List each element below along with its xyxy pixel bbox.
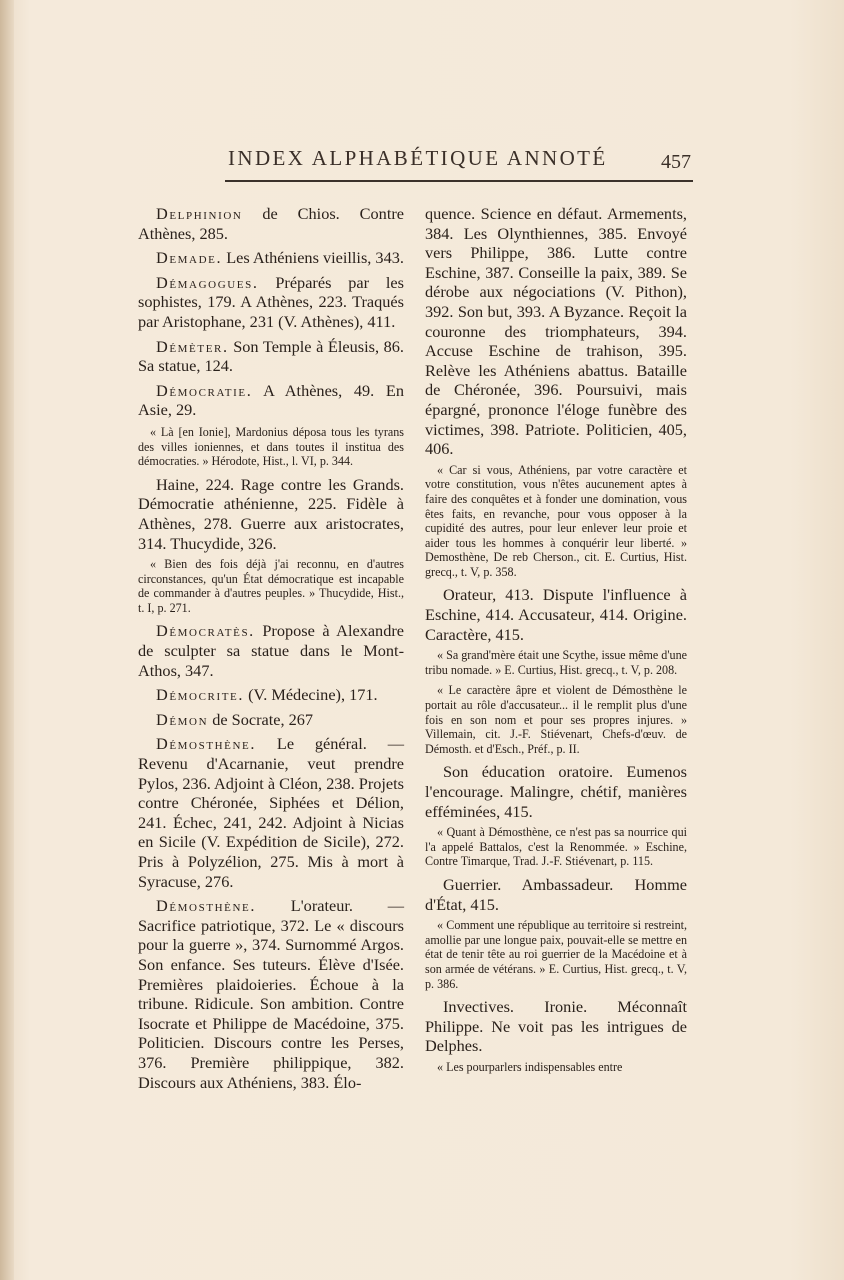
entry-text: Le général. — Revenu d'Acarnanie, veut prendre Pylos, 236. Adjoint à Cléon, 238. Projets contre Chéronée, Siphées et Délion, 241. Échec, 241, 242. Adjoint à Nicias en Sicile (V. Expédition de Sicile), 272. Pris à Polyzélion, 275. Mis à mort à Syracuse, 276. — [138, 734, 404, 891]
quotation: « Là [en Ionie], Mardonius déposa tous les tyrans des villes ioniennes, et dans toutes il institua des démocraties. » Hérodote, Hist., l. VI, p. 344. — [138, 424, 404, 469]
left-column — [138, 204, 404, 1097]
entry-continuation: Orateur, 413. Dispute l'influence à Eschine, 414. Accusateur, 414. Origine. Caractère, 415. — [425, 585, 687, 644]
entry-continuation: Haine, 224. Rage contre les Grands. Démocratie athénienne, 225. Fidèle à Athènes, 278. Guerre aux aristocrates, 314. Thucydide, 326. — [138, 474, 404, 553]
entry-headword: Démon — [156, 709, 209, 729]
right-column — [425, 204, 687, 1081]
entry-headword: Démosthène. — [156, 896, 257, 916]
entry-headword: Démagogues. — [156, 272, 259, 292]
entry-continuation: Guerrier. Ambassadeur. Homme d'État, 415. — [425, 874, 687, 914]
quotation: « Le caractère âpre et violent de Démosthène le portait au rôle d'accusateur... il le remplit plus d'une fois en son nom et pour ses propres injures. » Villemain, cit. J.-F. Stiévenart, Chefs-d'œuv. de Démosth. et d'Esch., Préf., p. II. — [425, 683, 687, 756]
entry-continuation: Son éducation oratoire. Eumenos l'encourage. Malingre, chétif, manières efféminées, 415. — [425, 762, 687, 821]
entry-headword: Démèter. — [156, 336, 229, 356]
entry-headword: Delphinion — [156, 204, 243, 223]
index-entry — [138, 381, 404, 420]
index-entry — [138, 204, 404, 243]
index-entry — [138, 248, 404, 268]
running-head: INDEX ALPHABÉTIQUE ANNOTÉ — [228, 146, 608, 170]
entry-headword: Démosthène. — [156, 734, 257, 754]
entry-text: Son Temple à Éleusis, 86. Sa statue, 124. — [138, 336, 404, 376]
entry-text: de Chios. Contre Athènes, 285. — [138, 204, 404, 243]
entry-headword: Démocratie. — [156, 380, 253, 400]
index-entry — [138, 734, 404, 891]
page-gutter-shadow — [0, 0, 14, 1280]
quotation: « Bien des fois déjà j'ai reconnu, en d'autres circonstances, qu'un État démocratique est incapable de commander à d'autres peuples. » Thucydide, Hist., t. I, p. 271. — [138, 557, 404, 615]
index-entry — [138, 896, 404, 1092]
entry-text: L'orateur. — Sacrifice patriotique, 372. Le « discours pour la guerre », 374. Surnommé Argos. Son enfance. Ses tuteurs. Élève d'Isée. Premières plaidoieries. Échoue à la tribune. Ridicule. Son ambition. Contre Isocrate et Philippe de Macédoine, 375. Politicien. Discours contre les Perses, 376. Première philippique, 382. Discours aux Athéniens, 383. Élo- — [138, 896, 404, 1092]
index-entry — [138, 337, 404, 376]
quotation: « Car si vous, Athéniens, par votre caractère et votre constitution, vous n'êtes aucunement aptes à faire des conquêtes et à fonder une domination, vous êtes faits, en revanche, pour vous opposer à la cupidité des autres, pour leur enlever leur proie et aider tous les hommes à conquérir leur liberté. » Demosthène, De reb Cherson., cit. E. Curtius, Hist. grecq., t. V, p. 358. — [425, 462, 687, 579]
index-entry — [138, 685, 404, 705]
index-entry — [138, 273, 404, 332]
index-entry — [138, 621, 404, 680]
entry-text: Les Athéniens vieillis, 343. — [222, 248, 404, 268]
header-rule — [225, 180, 693, 182]
entry-headword: Demade. — [156, 248, 223, 268]
quotation: « Les pourparlers indispensables entre — [437, 1059, 623, 1074]
entry-text: de Socrate, 267 — [208, 709, 314, 729]
entry-text: A Athènes, 49. En Asie, 29. — [138, 380, 404, 420]
entry-headword: Démocratès. — [156, 621, 255, 641]
entry-text: Propose à Alexandre de sculpter sa statue dans le Mont-Athos, 347. — [138, 621, 404, 680]
page-number: 457 — [661, 151, 691, 173]
quotation: « Sa grand'mère était une Scythe, issue même d'une tribu nomade. » E. Curtius, Hist. grecq., t. V, p. 208. — [425, 648, 687, 677]
entry-text: (V. Médecine), 171. — [244, 685, 378, 705]
index-entry — [138, 710, 404, 730]
entry-text: Préparés par les sophistes, 179. A Athènes, 223. Traqués par Aristophane, 231 (V. Athènes), 411. — [138, 272, 404, 331]
entry-continuation: quence. Science en défaut. Armements, 384. Les Olynthiennes, 385. Envoyé vers Philippe, 386. Lutte contre Eschine, 387. Conseille la paix, 389. Se dérobe aux négociations (V. Pithon), 392. Son but, 393. A Byzance. Reçoit la couronne des triomphateurs, 394. Accuse Eschine de trahison, 395. Relève les Athéniens abattus. Bataille de Chéronée, 396. Poursuivi, mais épargné, prononce l'éloge funèbre des victimes, 398. Patriote. Politicien, 405, 406. — [425, 204, 687, 459]
entry-continuation: Invectives. Ironie. Méconnaît Philippe. Ne voit pas les intrigues de Delphes. — [425, 997, 687, 1056]
quotation: « Comment une république au territoire si restreint, amollie par une longue paix, pouvait-elle se mettre en état de tenir tête au roi guerrier de la Macédoine et à son armée de vétérans. » E. Curtius, Hist. grecq., t. V, p. 386. — [425, 918, 687, 991]
quotation: « Quant à Démosthène, ce n'est pas sa nourrice qui l'a appelé Battalos, c'est la Renommée. » Eschine, Contre Timarque, Trad. J.-F. Stiévenart, p. 115. — [425, 825, 687, 869]
entry-headword: Démocrite. — [156, 685, 245, 705]
